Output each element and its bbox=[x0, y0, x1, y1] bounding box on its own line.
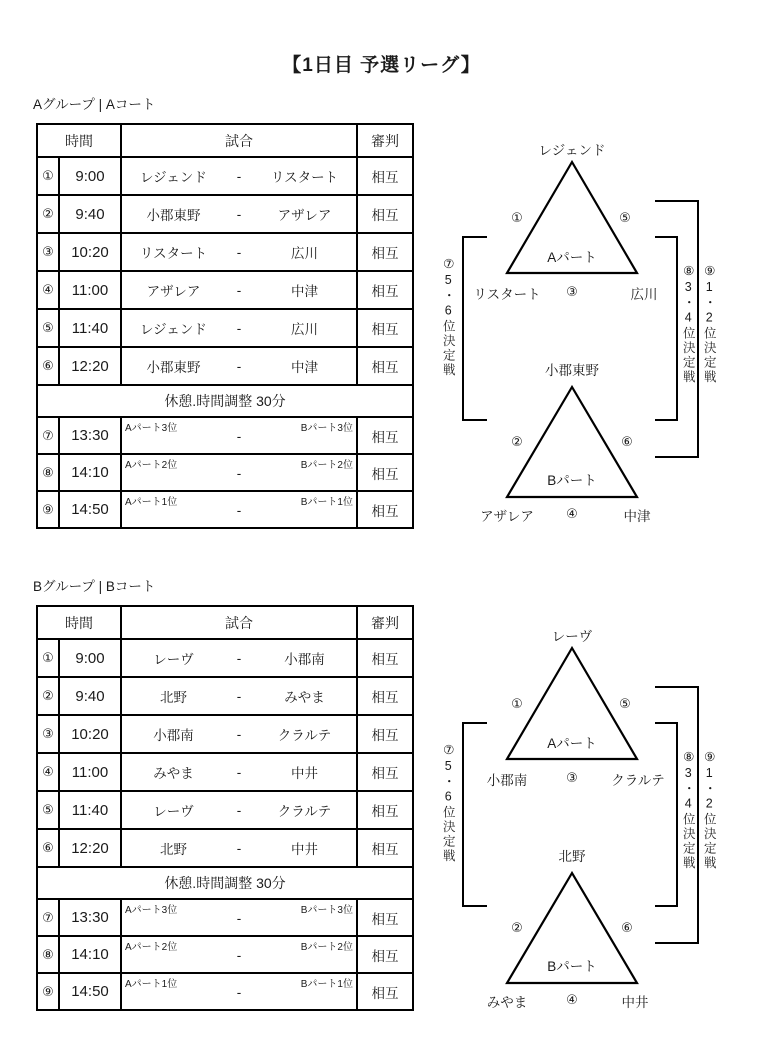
referee: 相互 bbox=[357, 233, 413, 271]
team1-name: 北野 bbox=[159, 690, 187, 705]
part-a-bottom-right-team: 広川 bbox=[630, 287, 658, 302]
placement-team1: Aパート3位 bbox=[125, 905, 178, 916]
bracket-56-label: ⑦5・6位決定戦 bbox=[441, 256, 456, 378]
vs-dash: - bbox=[236, 688, 242, 704]
team1-name: レジェンド bbox=[140, 170, 207, 185]
vs-dash: - bbox=[236, 358, 242, 374]
vs-dash: - bbox=[236, 764, 242, 780]
referee: 相互 bbox=[357, 791, 413, 829]
vs-dash: - bbox=[236, 911, 242, 926]
match-time: 14:10 bbox=[59, 454, 121, 491]
vs-dash: - bbox=[236, 503, 242, 518]
group-label: Bグループ | Bコート bbox=[33, 579, 156, 594]
team2-name: クラルテ bbox=[277, 804, 332, 819]
referee: 相互 bbox=[357, 829, 413, 867]
match-number: ④ bbox=[37, 753, 59, 791]
referee: 相互 bbox=[357, 936, 413, 973]
part-b-top-team: 北野 bbox=[558, 849, 586, 864]
part-b-right-match-no: ⑥ bbox=[621, 920, 633, 935]
part-a-right-match-no: ⑤ bbox=[619, 696, 631, 711]
team2-name: 小郡南 bbox=[284, 652, 325, 667]
team1-name: レーヴ bbox=[153, 804, 194, 819]
vs-dash: - bbox=[236, 985, 242, 1000]
vs-dash: - bbox=[236, 840, 242, 856]
match-number: ① bbox=[37, 639, 59, 677]
part-a-top-team: レーヴ bbox=[551, 629, 593, 644]
part-b-bottom-match-no: ④ bbox=[566, 992, 578, 1007]
vs-dash: - bbox=[236, 429, 242, 444]
referee: 相互 bbox=[357, 753, 413, 791]
bracket-56-shape bbox=[463, 237, 487, 420]
placement-team2: Bパート3位 bbox=[300, 905, 353, 916]
match-time: 9:00 bbox=[59, 157, 121, 195]
match-time: 12:20 bbox=[59, 829, 121, 867]
vs-dash: - bbox=[236, 320, 242, 336]
time-header: 時間 bbox=[37, 606, 121, 639]
match-header: 試合 bbox=[121, 606, 357, 639]
referee: 相互 bbox=[357, 347, 413, 385]
match-number: ⑥ bbox=[37, 829, 59, 867]
bracket-56-label: ⑦5・6位決定戦 bbox=[441, 742, 456, 864]
part-b-bottom-match-no: ④ bbox=[566, 506, 578, 521]
referee: 相互 bbox=[357, 899, 413, 936]
referee: 相互 bbox=[357, 309, 413, 347]
team1-name: 小郡東野 bbox=[146, 360, 201, 375]
bracket-12-label: ⑨1・2位決定戦 bbox=[702, 749, 717, 871]
group-b-section bbox=[0, 482, 763, 1017]
team1-name: レジェンド bbox=[140, 322, 207, 337]
part-b-bottom-right-team: 中津 bbox=[623, 509, 651, 524]
placement-team2: Bパート2位 bbox=[300, 942, 353, 953]
match-time: 13:30 bbox=[59, 417, 121, 454]
vs-dash: - bbox=[236, 206, 242, 222]
team1-name: アザレア bbox=[146, 284, 201, 299]
part-a-label: Aパート bbox=[547, 736, 597, 751]
part-b-bottom-left-team: みやま bbox=[486, 995, 528, 1010]
tournament-diagram bbox=[0, 486, 763, 1021]
part-a-top-team: レジェンド bbox=[538, 143, 606, 158]
part-b-label: Bパート bbox=[547, 959, 597, 974]
part-a-label: Aパート bbox=[547, 250, 597, 265]
placement-team1: Aパート1位 bbox=[125, 979, 178, 990]
part-a-bottom-match-no: ③ bbox=[566, 284, 578, 299]
part-b-top-team: 小郡東野 bbox=[545, 363, 599, 378]
referee-header: 審判 bbox=[357, 124, 413, 157]
break-label: 休憩.時間調整 30分 bbox=[37, 385, 413, 417]
match-number: ② bbox=[37, 195, 59, 233]
match-time: 12:20 bbox=[59, 347, 121, 385]
vs-dash: - bbox=[236, 802, 242, 818]
part-a-left-match-no: ① bbox=[511, 696, 523, 711]
team2-name: 中津 bbox=[291, 360, 318, 375]
part-b-left-match-no: ② bbox=[511, 434, 523, 449]
team1-name: みやま bbox=[153, 766, 194, 781]
match-number: ① bbox=[37, 157, 59, 195]
referee: 相互 bbox=[357, 271, 413, 309]
team2-name: 広川 bbox=[291, 246, 318, 261]
referee: 相互 bbox=[357, 491, 413, 528]
match-number: ⑤ bbox=[37, 791, 59, 829]
part-a-left-match-no: ① bbox=[511, 210, 523, 225]
vs-dash: - bbox=[236, 948, 242, 963]
bracket-34-shape bbox=[655, 723, 677, 906]
match-number: ⑤ bbox=[37, 309, 59, 347]
match-number: ③ bbox=[37, 715, 59, 753]
referee: 相互 bbox=[357, 639, 413, 677]
team2-name: アザレア bbox=[277, 208, 332, 223]
team1-name: リスタート bbox=[139, 246, 208, 261]
match-time: 11:40 bbox=[59, 309, 121, 347]
part-a-bottom-match-no: ③ bbox=[566, 770, 578, 785]
part-b-left-match-no: ② bbox=[511, 920, 523, 935]
referee: 相互 bbox=[357, 973, 413, 1010]
placement-team2: Bパート2位 bbox=[300, 460, 353, 471]
match-number: ⑧ bbox=[37, 936, 59, 973]
bracket-34-shape bbox=[655, 237, 677, 420]
team2-name: 広川 bbox=[291, 322, 318, 337]
break-label: 休憩.時間調整 30分 bbox=[37, 867, 413, 899]
match-time: 13:30 bbox=[59, 899, 121, 936]
match-number: ④ bbox=[37, 271, 59, 309]
team1-name: 小郡東野 bbox=[146, 208, 201, 223]
match-number: ⑦ bbox=[37, 417, 59, 454]
bracket-12-label: ⑨1・2位決定戦 bbox=[702, 263, 717, 385]
match-number: ⑧ bbox=[37, 454, 59, 491]
match-time: 14:50 bbox=[59, 973, 121, 1010]
match-time: 9:40 bbox=[59, 677, 121, 715]
vs-dash: - bbox=[236, 726, 242, 742]
match-number: ⑥ bbox=[37, 347, 59, 385]
vs-dash: - bbox=[236, 168, 242, 184]
team1-name: レーヴ bbox=[153, 652, 194, 667]
part-a-right-match-no: ⑤ bbox=[619, 210, 631, 225]
part-a-bottom-right-team: クラルテ bbox=[611, 773, 665, 788]
team2-name: 中井 bbox=[291, 766, 318, 781]
match-time: 10:20 bbox=[59, 715, 121, 753]
match-number: ② bbox=[37, 677, 59, 715]
match-time: 9:00 bbox=[59, 639, 121, 677]
team1-name: 小郡南 bbox=[153, 728, 194, 743]
team2-name: 中井 bbox=[291, 842, 318, 857]
part-a-bottom-left-team: 小郡南 bbox=[486, 773, 528, 788]
match-time: 11:00 bbox=[59, 753, 121, 791]
match-number: ⑦ bbox=[37, 899, 59, 936]
time-header: 時間 bbox=[37, 124, 121, 157]
match-time: 11:00 bbox=[59, 271, 121, 309]
team2-name: リスタート bbox=[270, 170, 339, 185]
placement-team1: Aパート2位 bbox=[125, 942, 178, 953]
vs-dash: - bbox=[236, 650, 242, 666]
match-time: 14:50 bbox=[59, 491, 121, 528]
referee-header: 審判 bbox=[357, 606, 413, 639]
placement-team2: Bパート3位 bbox=[300, 423, 353, 434]
part-b-label: Bパート bbox=[547, 473, 597, 488]
match-number: ⑨ bbox=[37, 973, 59, 1010]
referee: 相互 bbox=[357, 677, 413, 715]
referee: 相互 bbox=[357, 157, 413, 195]
group-label: Aグループ | Aコート bbox=[33, 97, 156, 112]
match-time: 10:20 bbox=[59, 233, 121, 271]
vs-dash: - bbox=[236, 244, 242, 260]
match-number: ⑨ bbox=[37, 491, 59, 528]
page-title: 【1日目 予選リーグ】 bbox=[282, 55, 481, 76]
team1-name: 北野 bbox=[159, 842, 187, 857]
team2-name: みやま bbox=[284, 690, 325, 705]
team2-name: クラルテ bbox=[277, 728, 332, 743]
match-header: 試合 bbox=[121, 124, 357, 157]
match-time: 11:40 bbox=[59, 791, 121, 829]
referee: 相互 bbox=[357, 417, 413, 454]
vs-dash: - bbox=[236, 466, 242, 481]
referee: 相互 bbox=[357, 454, 413, 491]
placement-team1: Aパート1位 bbox=[125, 497, 178, 508]
part-b-right-match-no: ⑥ bbox=[621, 434, 633, 449]
referee: 相互 bbox=[357, 715, 413, 753]
match-time: 14:10 bbox=[59, 936, 121, 973]
placement-team1: Aパート2位 bbox=[125, 460, 178, 471]
placement-team2: Bパート1位 bbox=[300, 497, 353, 508]
match-number: ③ bbox=[37, 233, 59, 271]
placement-team2: Bパート1位 bbox=[300, 979, 353, 990]
match-time: 9:40 bbox=[59, 195, 121, 233]
part-a-bottom-left-team: リスタート bbox=[473, 287, 541, 302]
part-b-bottom-right-team: 中井 bbox=[621, 995, 649, 1010]
team2-name: 中津 bbox=[291, 284, 318, 299]
part-b-bottom-left-team: アザレア bbox=[480, 509, 534, 524]
bracket-34-label: ⑧3・4位決定戦 bbox=[681, 263, 696, 385]
placement-team1: Aパート3位 bbox=[125, 423, 178, 434]
vs-dash: - bbox=[236, 282, 242, 298]
bracket-56-shape bbox=[463, 723, 487, 906]
bracket-34-label: ⑧3・4位決定戦 bbox=[681, 749, 696, 871]
referee: 相互 bbox=[357, 195, 413, 233]
